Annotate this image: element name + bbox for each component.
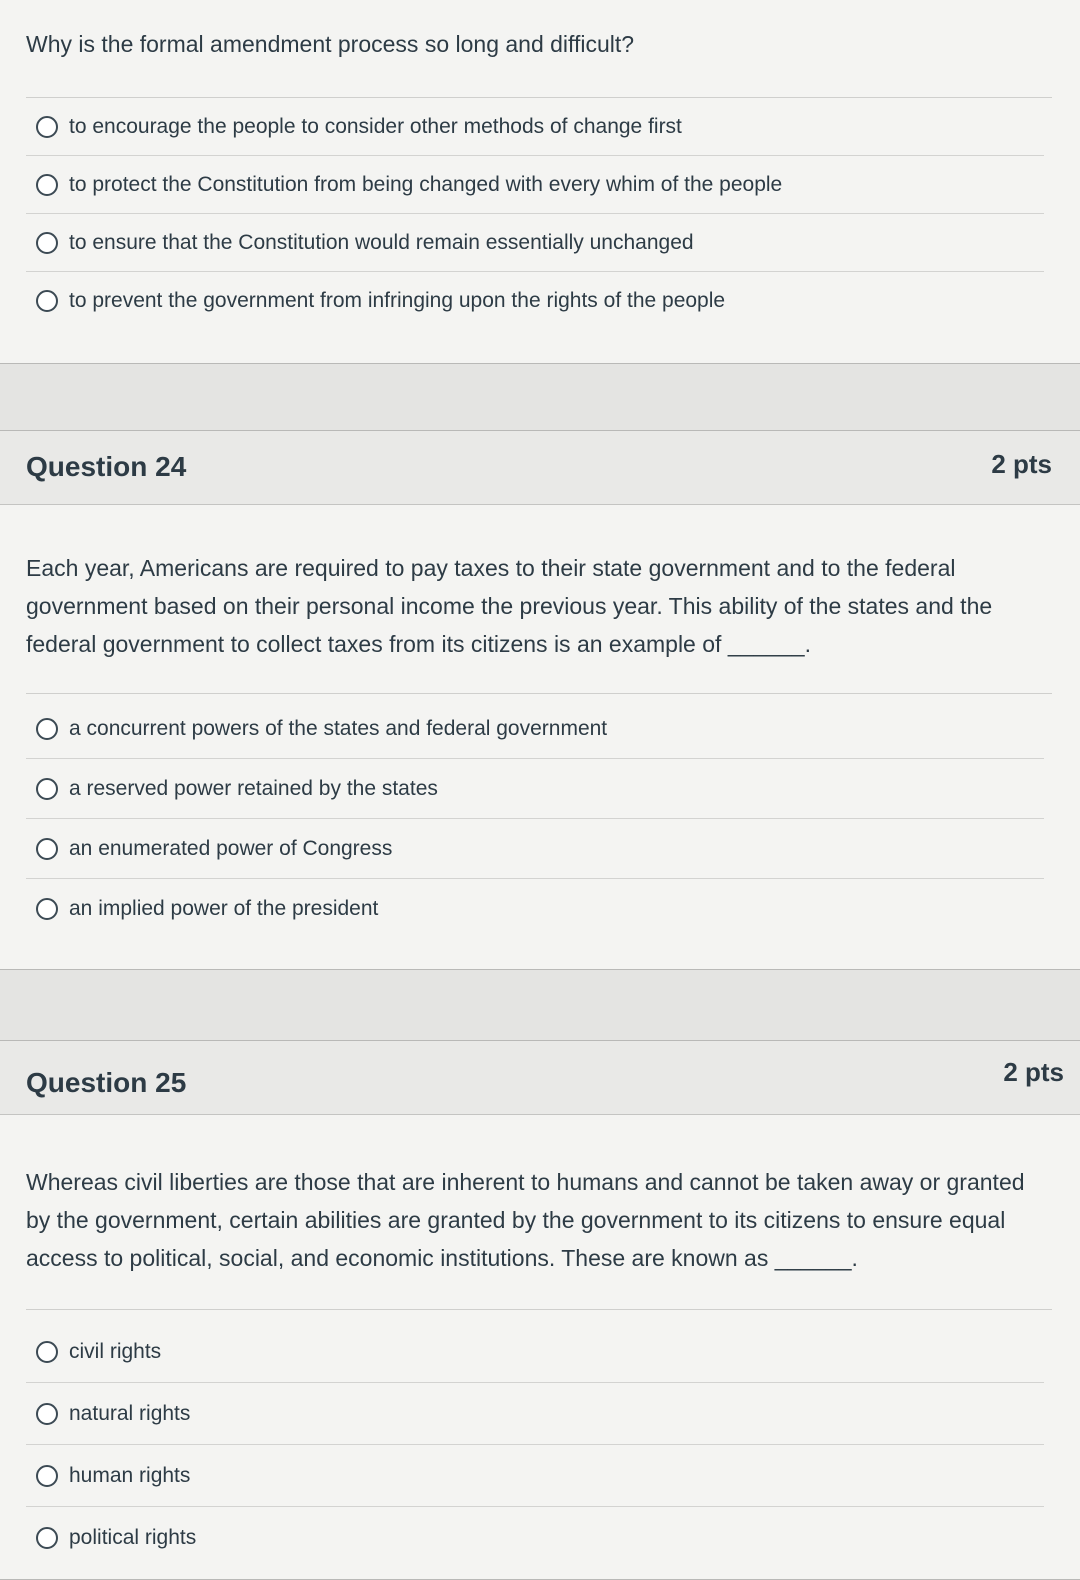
question-23-text: Why is the formal amendment process so long and difficult?: [26, 31, 635, 57]
question-24-text: Each year, Americans are required to pay taxes to their state government and to the federal government based on their personal income the previous year. This ability of the states and the federal government to collect taxes from its citizens is an example of ______.: [26, 555, 993, 657]
answer-option[interactable]: [26, 156, 1044, 214]
radio-button[interactable]: [36, 838, 58, 860]
answer-label: political rights: [69, 1526, 197, 1549]
answer-option[interactable]: [26, 98, 1044, 156]
question-23-answers: [26, 98, 1044, 330]
radio-button[interactable]: [36, 174, 58, 196]
answer-option[interactable]: [26, 879, 1044, 939]
answer-option[interactable]: [26, 819, 1044, 879]
answer-label: natural rights: [69, 1401, 191, 1425]
question-24-card: [0, 430, 1080, 970]
question-24-answers: [26, 699, 1044, 939]
question-title: Question 25: [26, 1067, 187, 1098]
radio-button[interactable]: [36, 778, 58, 800]
radio-button[interactable]: [36, 1465, 58, 1487]
question-25-divider: [26, 1309, 1052, 1310]
radio-button[interactable]: [36, 1341, 58, 1363]
question-23-card: [0, 0, 1080, 364]
answer-label: to ensure that the Constitution would remain essentially unchanged: [69, 230, 694, 254]
question-25-answers: [26, 1321, 1044, 1569]
answer-option[interactable]: [26, 699, 1044, 759]
radio-button[interactable]: [36, 1527, 58, 1549]
radio-button[interactable]: [36, 232, 58, 254]
question-25-card: [0, 1040, 1080, 1580]
answer-label: an enumerated power of Congress: [69, 836, 393, 860]
answer-option[interactable]: [26, 759, 1044, 819]
question-points: 2 pts: [991, 449, 1052, 479]
answer-label: a concurrent powers of the states and federal government: [69, 716, 608, 740]
question-25-header: [0, 1041, 1080, 1115]
answer-label: human rights: [69, 1463, 191, 1487]
answer-option[interactable]: [26, 1321, 1044, 1383]
answer-label: to prevent the government from infringing upon the rights of the people: [69, 289, 726, 312]
answer-option[interactable]: [26, 214, 1044, 272]
question-title: Question 24: [26, 451, 187, 482]
radio-button[interactable]: [36, 1403, 58, 1425]
radio-button[interactable]: [36, 116, 58, 138]
question-points: 2 pts: [1003, 1057, 1064, 1087]
answer-option[interactable]: [26, 1383, 1044, 1445]
question-25-text: Whereas civil liberties are those that are inherent to humans and cannot be taken away or granted by the government, certain abilities are granted by the government to its citizens to ensure equal access to political, social, and economic institutions. These are known as ______.: [26, 1169, 1025, 1271]
answer-option[interactable]: [26, 1507, 1044, 1569]
radio-button[interactable]: [36, 290, 58, 312]
answer-label: a reserved power retained by the states: [69, 776, 438, 800]
question-24-divider: [26, 693, 1052, 694]
answer-label: to protect the Constitution from being changed with every whim of the people: [69, 172, 783, 196]
radio-button[interactable]: [36, 898, 58, 920]
answer-option[interactable]: [26, 1445, 1044, 1507]
radio-button[interactable]: [36, 718, 58, 740]
answer-label: an implied power of the president: [69, 897, 379, 920]
answer-label: to encourage the people to consider other methods of change first: [69, 114, 682, 138]
answer-label: civil rights: [69, 1339, 162, 1363]
question-24-header: [0, 431, 1080, 505]
answer-option[interactable]: [26, 272, 1044, 330]
